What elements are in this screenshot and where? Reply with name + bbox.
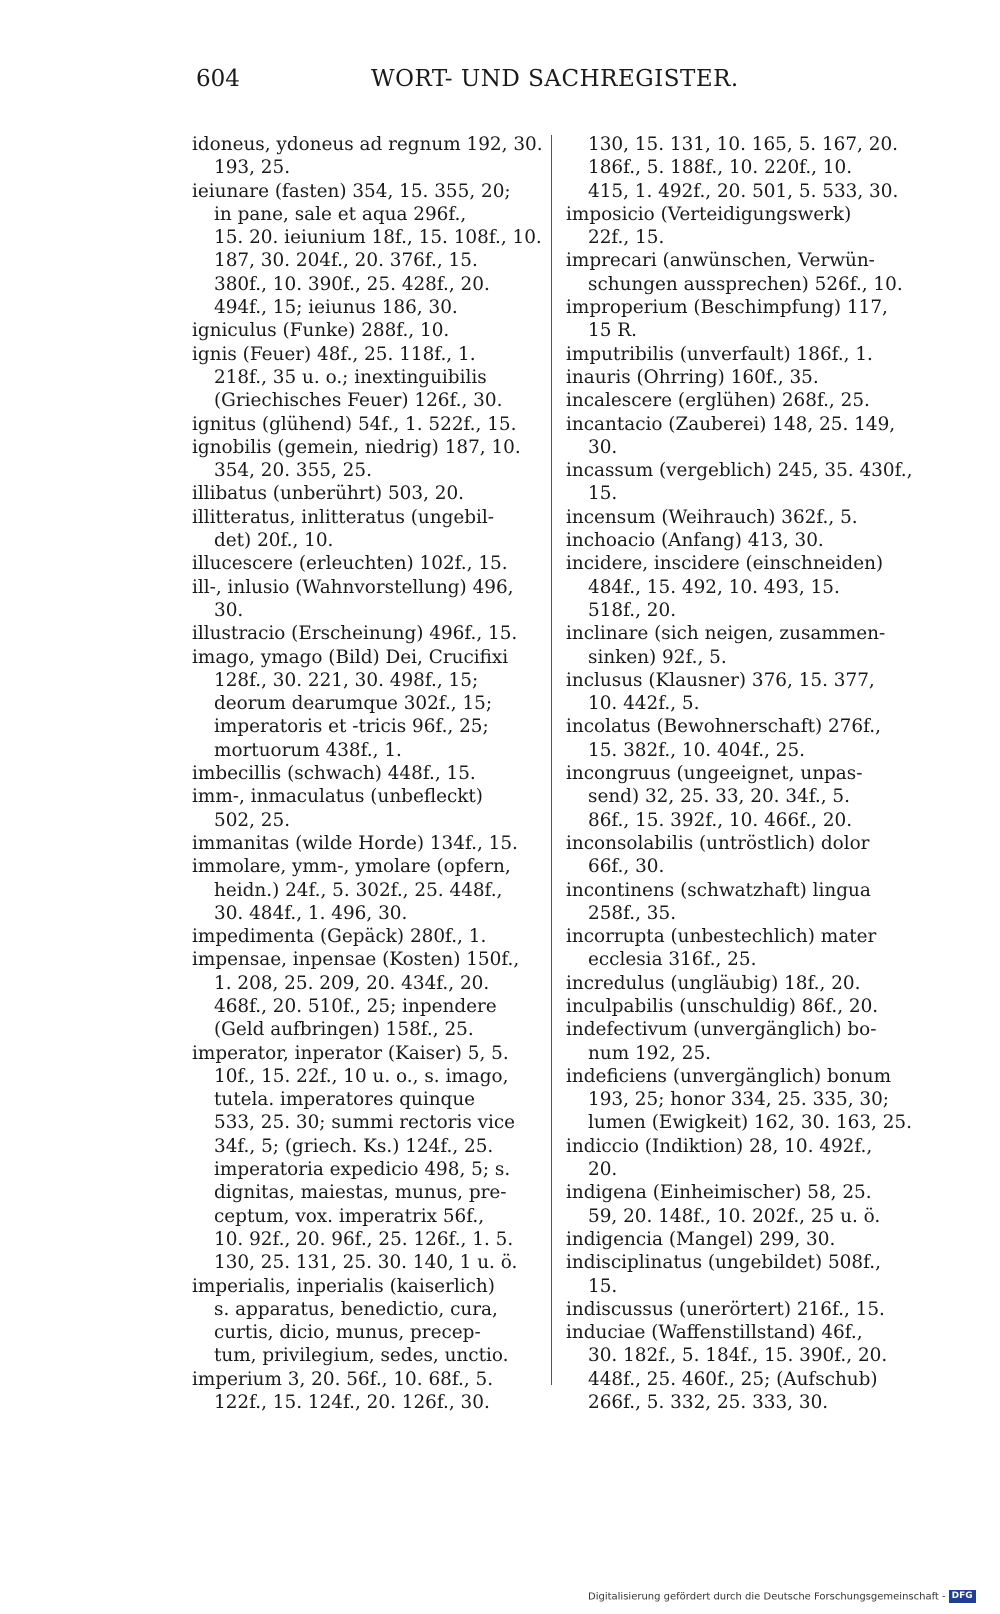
index-line: heidn.) 24f., 5. 302f., 25. 448f., <box>214 879 503 901</box>
index-line: 533, 25. 30; summi rectoris vice <box>214 1112 516 1134</box>
index-line: 20. <box>588 1159 618 1181</box>
index-line: 218f., 35 u. o.; inextinguibilis <box>214 366 487 388</box>
index-line: ecclesia 316f., 25. <box>588 949 757 971</box>
index-line: ieiunare (fasten) 354, 15. 355, 20; <box>192 180 511 202</box>
index-line: num 192, 25. <box>588 1042 712 1064</box>
index-line: 502, 25. <box>214 809 291 831</box>
index-line: idoneus, ydoneus ad regnum 192, 30. <box>192 134 543 155</box>
index-line: incorrupta (unbestechlich) mater <box>566 926 877 948</box>
index-line: 130, 25. 131, 25. 30. 140, 1 u. ö. <box>214 1252 518 1274</box>
index-line: (Griechisches Feuer) 126f., 30. <box>214 390 503 412</box>
index-line: indigena (Einheimischer) 58, 25. <box>566 1182 872 1204</box>
index-line: 66f., 30. <box>588 856 665 878</box>
index-line: incassum (vergeblich) 245, 35. 430f., <box>566 460 913 482</box>
index-line: indefectivum (unvergänglich) bo- <box>566 1019 877 1041</box>
left-column <box>192 133 543 1414</box>
index-line: inculpabilis (unschuldig) 86f., 20. <box>566 995 879 1017</box>
index-line: 10. 442f., 5. <box>588 693 700 715</box>
footer-text: Digitalisierung gefördert durch die Deutsche Forschungsgemeinschaft - <box>588 1591 946 1603</box>
index-line: tutela. imperatores quinque <box>214 1089 476 1111</box>
index-line: illustracio (Erscheinung) 496f., 15. <box>192 623 518 645</box>
index-line: dignitas, maiestas, munus, pre- <box>214 1182 507 1204</box>
index-line: incontinens (schwatzhaft) lingua <box>566 879 871 901</box>
index-line: incolatus (Bewohnerschaft) 276f., <box>566 716 881 738</box>
index-line: 86f., 15. 392f., 10. 466f., 20. <box>588 809 853 831</box>
dfg-logo-icon: DFG <box>949 1590 976 1603</box>
index-line: 122f., 15. 124f., 20. 126f., 30. <box>214 1392 490 1414</box>
index-line: 59, 20. 148f., 10. 202f., 25 u. ö. <box>588 1205 881 1227</box>
index-line: impensae, inpensae (Kosten) 150f., <box>192 949 520 971</box>
index-line: induciae (Waffenstillstand) 46f., <box>566 1322 863 1344</box>
index-line: igniculus (Funke) 288f., 10. <box>192 320 450 342</box>
index-line: tum, privilegium, sedes, unctio. <box>214 1345 509 1367</box>
index-line: 15. 382f., 10. 404f., 25. <box>588 739 806 761</box>
index-line: send) 32, 25. 33, 20. 34f., 5. <box>588 786 850 808</box>
index-line: 15 R. <box>588 320 637 342</box>
index-line: lumen (Ewigkeit) 162, 30. 163, 25. <box>588 1112 912 1134</box>
index-line: 1. 208, 25. 209, 20. 434f., 20. <box>214 972 490 994</box>
index-line: 15. <box>588 1275 618 1297</box>
index-line: 258f., 35. <box>588 902 677 924</box>
index-line: 30. 182f., 5. 184f., 15. 390f., 20. <box>588 1345 888 1367</box>
index-line: incensum (Weihrauch) 362f., 5. <box>566 506 858 528</box>
index-line: illitteratus, inlitteratus (ungebil- <box>192 506 495 528</box>
column-divider <box>551 135 552 1385</box>
index-line: incongruus (ungeeignet, unpas- <box>566 763 863 785</box>
index-line: mortuorum 438f., 1. <box>214 739 402 761</box>
index-line: imperator, inperator (Kaiser) 5, 5. <box>192 1042 509 1064</box>
index-line: illucescere (erleuchten) 102f., 15. <box>192 553 508 575</box>
index-line: indeficiens (unvergänglich) bonum <box>566 1065 892 1087</box>
index-line: 30. <box>588 436 618 458</box>
index-line: imperatoria expedicio 498, 5; s. <box>214 1159 511 1181</box>
index-line: imperatoris et -tricis 96f., 25; <box>214 716 489 738</box>
index-line: improperium (Beschimpfung) 117, <box>566 297 888 319</box>
index-line: imbecillis (schwach) 448f., 15. <box>192 763 476 785</box>
index-line: 354, 20. 355, 25. <box>214 460 372 482</box>
index-line: 415, 1. 492f., 20. 501, 5. 533, 30. <box>588 180 899 202</box>
page-header <box>196 66 746 106</box>
index-line: inconsolabilis (untröstlich) dolor <box>566 832 870 854</box>
index-line: incalescere (erglühen) 268f., 25. <box>566 390 870 412</box>
index-line: 15. <box>588 483 618 505</box>
index-line: incredulus (ungläubig) 18f., 20. <box>566 972 861 994</box>
index-line: 30. 484f., 1. 496, 30. <box>214 902 408 924</box>
index-line: inclinare (sich neigen, zusammen- <box>566 623 886 645</box>
index-line: 193, 25. <box>214 157 291 179</box>
index-line: ignobilis (gemein, niedrig) 187, 10. <box>192 436 521 458</box>
index-line: imago, ymago (Bild) Dei, Crucifixi <box>192 646 509 668</box>
index-line: immanitas (wilde Horde) 134f., 15. <box>192 832 518 854</box>
page-number: 604 <box>196 66 240 92</box>
index-line: 186f., 5. 188f., 10. 220f., 10. <box>588 157 853 179</box>
index-line: imm-, inmaculatus (unbefleckt) <box>192 786 483 808</box>
index-line: (Geld aufbringen) 158f., 25. <box>214 1019 474 1041</box>
index-line: 494f., 15; ieiunus 186, 30. <box>214 297 458 319</box>
index-line: schungen aussprechen) 526f., 10. <box>588 273 903 295</box>
right-column <box>566 133 918 1414</box>
index-line: inchoacio (Anfang) 413, 30. <box>566 530 824 552</box>
index-line: impedimenta (Gepäck) 280f., 1. <box>192 926 487 948</box>
index-line: ceptum, vox. imperatrix 56f., <box>214 1205 485 1227</box>
index-line: imperium 3, 20. 56f., 10. 68f., 5. <box>192 1368 494 1390</box>
index-line: s. apparatus, benedictio, cura, <box>214 1298 498 1320</box>
index-line: 10f., 15. 22f., 10 u. o., s. imago, <box>214 1065 509 1087</box>
index-line: illibatus (unberührt) 503, 20. <box>192 483 465 505</box>
index-line: ignitus (glühend) 54f., 1. 522f., 15. <box>192 413 517 435</box>
index-line: inauris (Ohrring) 160f., 35. <box>566 366 819 388</box>
index-line: deorum dearumque 302f., 15; <box>214 693 493 715</box>
index-line: 34f., 5; (griech. Ks.) 124f., 25. <box>214 1135 494 1157</box>
index-line: 266f., 5. 332, 25. 333, 30. <box>588 1392 829 1414</box>
index-line: imprecari (anwünschen, Verwün- <box>566 250 875 272</box>
running-title: WORT- UND SACHREGISTER. <box>371 66 739 92</box>
index-line: 518f., 20. <box>588 599 677 621</box>
index-line: ill-, inlusio (Wahnvorstellung) 496, <box>192 576 514 598</box>
index-line: 448f., 25. 460f., 25; (Aufschub) <box>588 1368 878 1390</box>
index-line: curtis, dicio, munus, precep- <box>214 1322 481 1344</box>
index-line: in pane, sale et aqua 296f., <box>214 203 467 225</box>
index-line: 10. 92f., 20. 96f., 25. 126f., 1. 5. <box>214 1228 514 1250</box>
index-line: 128f., 30. 221, 30. 498f., 15; <box>214 669 479 691</box>
index-line: indigencia (Mangel) 299, 30. <box>566 1228 836 1250</box>
index-line: indisciplinatus (ungebildet) 508f., <box>566 1252 881 1274</box>
index-line: 380f., 10. 390f., 25. 428f., 20. <box>214 273 490 295</box>
index-line: 15. 20. ieiunium 18f., 15. 108f., 10. <box>214 227 542 249</box>
index-line: 187, 30. 204f., 20. 376f., 15. <box>214 250 478 272</box>
index-line: imputribilis (unverfault) 186f., 1. <box>566 343 873 365</box>
index-line: imperialis, inperialis (kaiserlich) <box>192 1275 495 1297</box>
footer-credit <box>588 1590 992 1606</box>
index-line: sinken) 92f., 5. <box>588 646 727 668</box>
index-line: indiscussus (unerörtert) 216f., 15. <box>566 1298 885 1320</box>
index-line: 468f., 20. 510f., 25; inpendere <box>214 995 497 1017</box>
index-line: 193, 25; honor 334, 25. 335, 30; <box>588 1089 889 1111</box>
index-line: 130, 15. 131, 10. 165, 5. 167, 20. <box>588 134 899 155</box>
index-line: ignis (Feuer) 48f., 25. 118f., 1. <box>192 343 476 365</box>
index-line: 484f., 15. 492, 10. 493, 15. <box>588 576 840 598</box>
index-line: indiccio (Indiktion) 28, 10. 492f., <box>566 1135 873 1157</box>
index-line: 30. <box>214 599 244 621</box>
index-line: imposicio (Verteidigungswerk) <box>566 203 852 225</box>
index-line: immolare, ymm-, ymolare (opfern, <box>192 856 511 878</box>
index-line: 22f., 15. <box>588 227 665 249</box>
index-line: incantacio (Zauberei) 148, 25. 149, <box>566 413 896 435</box>
index-line: inclusus (Klausner) 376, 15. 377, <box>566 669 875 691</box>
index-line: incidere, inscidere (einschneiden) <box>566 553 884 575</box>
index-line: det) 20f., 10. <box>214 530 334 552</box>
